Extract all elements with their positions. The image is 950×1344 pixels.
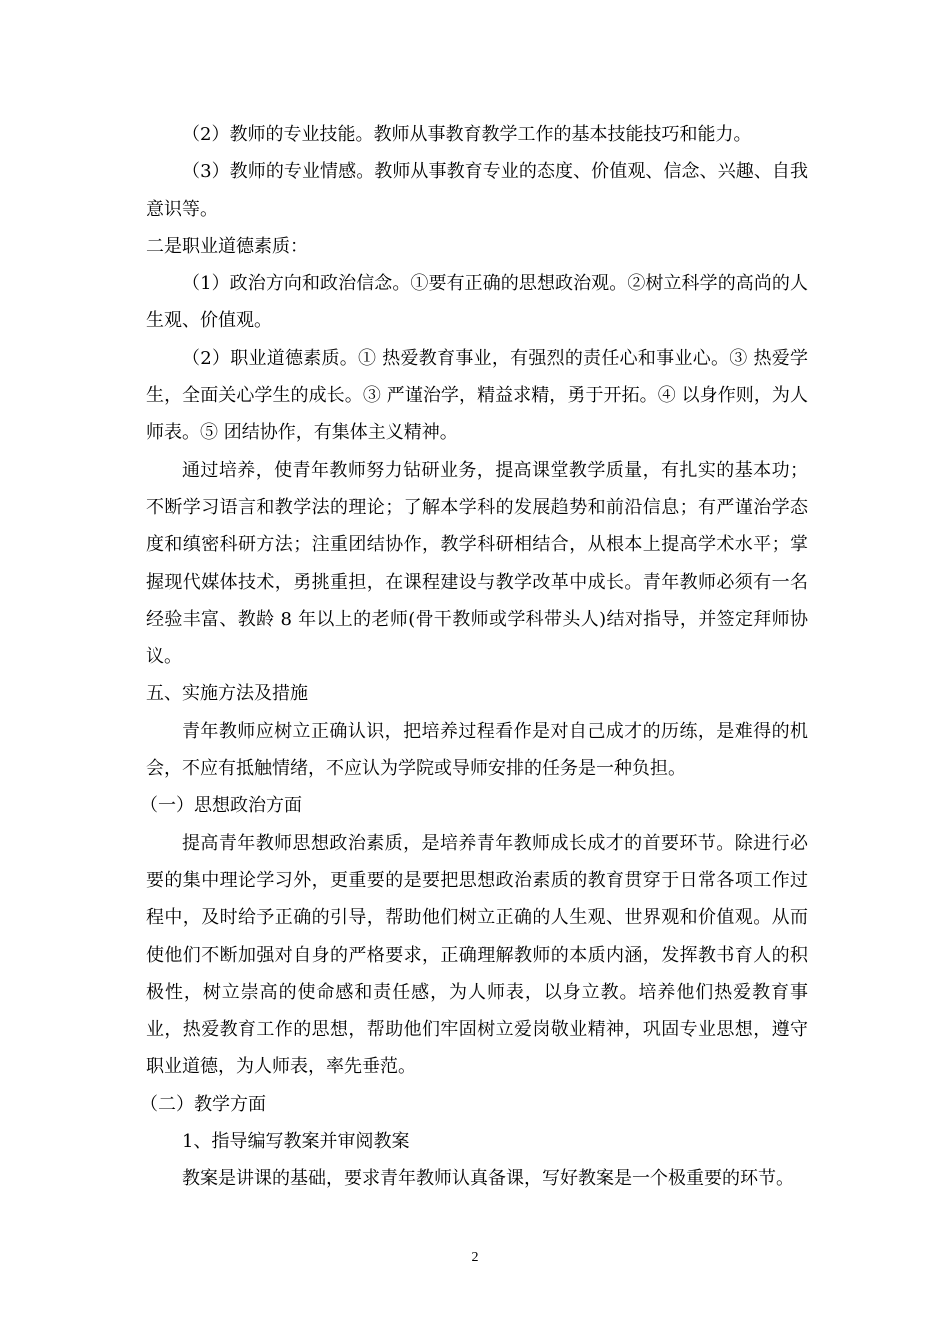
paragraph-professional-skills: （2）教师的专业技能。教师从事教育教学工作的基本技能技巧和能力。 <box>182 124 752 145</box>
paragraph-correct-attitude: 青年教师应树立正确认识，把培养过程看作是对自己成才的历练，是难得的机会，不应有抵触情绪，不应认为学院或导师安排的任务是一种负担。 <box>146 720 808 780</box>
paragraph-ideology-details: 提高青年教师思想政治素质，是培养青年教师成长成才的首要环节。除进行必要的集中理论学习外，更重要的是要把思想政治素质的教育贯穿于日常各项工作过程中，及时给予正确的引导，帮助他们树立正确的人生观、世界观和价值观。从而使他们不断加强对自身的严格要求，正确理解教师的本质内涵，发挥教书育人的积极性，树立崇高的使命感和责任感，为人师表，以身立教。培养他们热爱教育事业，热爱教育工作的思想，帮助他们牢固树立爱岗敬业精神，巩固专业思想，遵守职业道德，为人师表，率先垂范。 <box>146 832 808 1078</box>
paragraph-training-goals: 通过培养，使青年教师努力钻研业务，提高课堂教学质量，有扎实的基本功；不断学习语言和教学法的理论；了解本学科的发展趋势和前沿信息；有严谨治学态度和缜密科研方法；注重团结协作，教学科研相结合，从根本上提高学术水平；掌握现代媒体技术，勇挑重担，在课程建设与教学改革中成长。青年教师必须有一名经验丰富、教龄 8 年以上的老师(骨干教师或学科带头人)结对指导，并签定拜师协议。 <box>146 459 808 668</box>
paragraph-political-belief: （1）政治方向和政治信念。①要有正确的思想政治观。②树立科学的高尚的人生观、价值观。 <box>146 273 808 332</box>
document-body <box>140 116 808 1198</box>
paragraph-lesson-plans: 教案是讲课的基础，要求青年教师认真备课，写好教案是一个极重要的环节。 <box>182 1168 794 1190</box>
heading-ethics-quality: 二是职业道德素质： <box>146 235 308 257</box>
paragraph-professional-emotion: （3）教师的专业情感。教师从事教育专业的态度、价值观、信念、兴趣、自我意识等。 <box>146 161 808 220</box>
page-number: 2 <box>471 1250 479 1265</box>
heading-teaching: （二）教学方面 <box>140 1093 266 1115</box>
heading-lesson-plans: 1、指导编写教案并审阅教案 <box>182 1131 410 1153</box>
paragraph-ethics-list: （2）职业道德素质。① 热爱教育事业，有强烈的责任心和事业心。③ 热爱学生，全面关心学生的成长。③ 严谨治学，精益求精，勇于开拓。④ 以身作则，为人师表。⑤ 团结协作，有集体主义精神。 <box>146 347 808 444</box>
heading-ideology-politics: （一）思想政治方面 <box>140 795 302 817</box>
heading-implementation: 五、实施方法及措施 <box>146 683 308 705</box>
